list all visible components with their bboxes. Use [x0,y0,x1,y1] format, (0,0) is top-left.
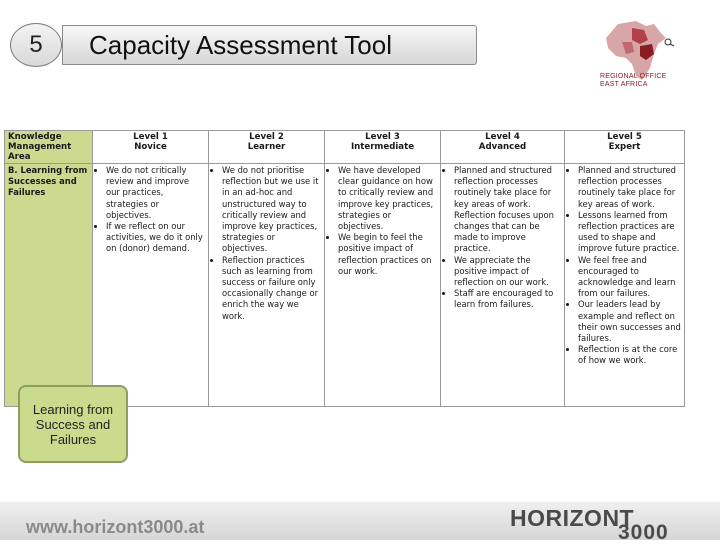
level-name: Intermediate [350,142,415,152]
list-item: • We feel free and encouraged to acknowledge and learn from our failures. [578,255,681,300]
logo-line-2: EAST AFRICA [600,81,648,88]
brand-text-part-1: HORIZONT [510,505,635,531]
list-item: • We appreciate the positive impact of reflection on our work. [454,255,561,289]
column-header-level-3 [325,131,441,164]
list-item: • We do not critically review and improve our practices, strategies or objectives. [106,165,205,221]
row-header-area [5,164,93,407]
list-item: • If we reflect on our activities, we do it only on (donor) demand. [106,221,205,255]
list-item: • Reflection practices such as learning from success or failure only occasionally change or enrich the way we work. [222,255,321,322]
callout-text: Learning from Success and Failures [32,401,114,447]
horizont-brand-logo [510,505,680,544]
cell-level-3 [325,164,441,407]
column-header-area [5,131,93,164]
cell-level-2 [209,164,325,407]
callout-box [18,385,128,463]
logo-caption [600,73,667,89]
cell-level-4 [441,164,565,407]
level-name: Advanced [478,142,527,152]
level-label: Level 4 [485,132,520,142]
page-title: Capacity Assessment Tool [89,29,392,60]
title-bar [62,25,477,65]
list-item: • Lessons learned from reflection practices are used to shape and improve future practice. [578,210,681,255]
brand-text-part-2: 3000 [618,521,669,544]
capacity-table [4,130,685,407]
row-header-line: B. Learning from [8,165,88,175]
list-item: • Planned and structured reflection processes routinely take place for key areas of work. Reflection focuses upon changes that can be made to improve practice. [454,165,561,255]
level-name: Expert [608,142,641,152]
list-item: • Planned and structured reflection processes routinely take place for key areas of work. [578,165,681,210]
cell-level-5 [565,164,685,407]
logo-line-1: REGIONAL OFFICE [600,73,667,80]
column-header-area-line: Knowledge [8,132,62,142]
list-item: • Staff are encouraged to learn from failures. [454,288,561,310]
column-header-level-2 [209,131,325,164]
table-header-row [5,131,685,164]
cell-level-1 [93,164,209,407]
column-header-level-5 [565,131,685,164]
list-item: • We do not prioritise reflection but we use it in an ad-hoc and unstructured way to critically review and improve key practices, strategies or objectives. [222,165,321,255]
list-item: • Reflection is at the core of how we work. [578,344,681,366]
column-header-level-1 [93,131,209,164]
slide-number-badge: 5 [10,23,62,67]
column-header-area-line: Area [8,152,31,162]
level-name: Learner [247,142,286,152]
table-row [5,164,685,407]
column-header-area-line: Management [8,142,72,152]
list-item: • We begin to feel the positive impact of reflection practices on our work. [338,232,437,277]
row-header-line: Successes and [8,176,77,187]
level-name: Novice [134,142,167,152]
row-header-line: Failures [8,187,46,198]
footer-url: www.horizont3000.at [26,517,205,537]
level-label: Level 5 [607,132,642,142]
level-label: Level 1 [133,132,168,142]
level-label: Level 3 [365,132,400,142]
list-item: • We have developed clear guidance on how to critically review and improve key practices, strategies or objectives. [338,165,437,232]
column-header-level-4 [441,131,565,164]
list-item: • Our leaders lead by example and reflect on their own successes and failures. [578,299,681,344]
level-label: Level 2 [249,132,284,142]
